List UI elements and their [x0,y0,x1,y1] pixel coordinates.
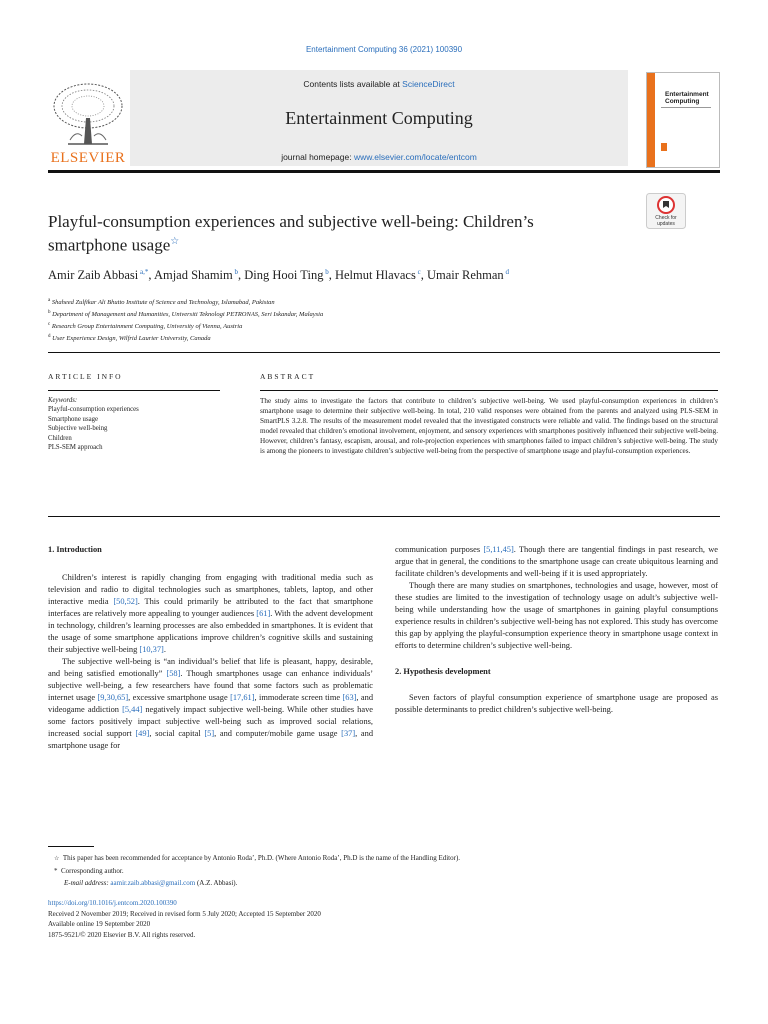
affiliation-rule [48,352,720,353]
homepage-link[interactable]: www.elsevier.com/locate/entcom [353,152,477,162]
affiliation-text: User Experience Design, Wilfrid Laurier University, Canada [50,335,211,343]
body-text: , immoderate screen time [254,693,343,702]
abstract-bottom-rule [48,516,720,517]
title-line1: Playful-consumption experiences and subjective well-being: Children’s [48,212,534,231]
right-paragraph-3: Seven factors of playful consumption experience of smartphone usage are proposed as possible determinants to predict children’s subjective well-being. [395,693,718,714]
received-dates: Received 2 November 2019; Received in revised form 5 July 2020; Accepted 15 September 2020 [48,909,321,918]
intro-paragraph-1 [48,572,373,656]
right-paragraph-1 [395,544,718,580]
author-affiliation-mark[interactable]: a,* [138,268,149,276]
body-text: . [163,645,166,654]
citation-link[interactable]: [49] [135,729,150,738]
affiliation-text: Research Group Entertainment Computing, University of Vienna, Austria [50,323,243,331]
author-name[interactable]: Ding Hooi Ting [244,268,324,283]
footnote-corresponding-text: Corresponding author. [61,867,124,875]
check-updates-label: Check for updates [655,215,677,227]
keywords-list [48,405,223,452]
cover-accent-bar [647,73,655,167]
body-text: communication purposes [395,545,484,554]
affiliation-mark: d [48,334,51,340]
body-text: , and computer/mobile game usage [214,729,342,738]
body-text: . Though smartphones usage can enhance individuals’ subjective well-being, a few researchers have found that some factors such as problematic internet usage [48,669,373,702]
footnote-corresponding [48,865,728,877]
affiliation-text: Shaheed Zulfikar Ali Bhutto Institute of Science and Technology, Islamabad, Pakistan [50,299,275,307]
available-online-date: Available online 19 September 2020 [48,920,151,928]
body-text: . Though there are tangential findings in past research, we argue that in general, the conditions to the smartphone usage can create ubiquitous learning and facilitate children’s developments and well-being if it is used appropriately. [395,545,718,578]
keyword-item: Subjective well-being [48,425,108,433]
header-rule [48,170,720,173]
footnote-acceptance [48,852,728,865]
journal-cover-thumbnail[interactable] [646,72,720,168]
author-affiliation-mark[interactable]: b [232,268,239,276]
journal-reference-link[interactable]: Entertainment Computing 36 (2021) 100390 [305,45,463,54]
article-info-heading: ARTICLE INFO [48,372,123,381]
title-footnote-mark[interactable]: ☆ [170,236,180,247]
cover-divider [661,107,711,108]
affiliation-mark: c [48,322,51,328]
journal-homepage [130,152,628,162]
affiliation-item [48,296,728,308]
author-affiliation-mark[interactable]: b [323,268,329,276]
keyword-item: Smartphone usage [48,415,99,423]
affiliation-item [48,308,728,320]
author-affiliation-mark[interactable]: d [503,268,509,276]
citation-link[interactable]: [5,44] [122,705,143,714]
footnote-rule [48,846,94,847]
citation-link[interactable]: [9,30,65] [97,693,129,702]
email-label: E-mail address: [64,879,111,887]
citation-link[interactable]: [5] [204,729,215,738]
body-text: . With the advent development in technology, children’s learning processes are also embedded in smartphones. It is evident that the usage of some smartphone applications improve children’s cognitive skills and sustaining their subjective well-being [48,609,373,654]
author-list: Amir Zaib Abbasi $^{a,*}$, Amjad Shamim $^b$, Ding Hooi Ting $^b$, Helmut Hlavacs $^c$, Umair Rehman $^d$ [48,268,509,283]
right-column [395,544,718,716]
affiliation-item [48,320,728,332]
footnote-mark-asterisk: * [54,867,58,875]
body-text: , and videogame addiction [48,693,374,714]
citation-link[interactable]: [58] [166,669,181,678]
section-heading-hypothesis: 2. Hypothesis development [395,667,491,676]
footnote-acceptance-text: This paper has been recommended for acceptance by Antonio Roda’, Ph.D. (Where Antonio Roda’, Ph.D is the name of the Handling Editor). [62,854,461,862]
footnotes [48,852,728,889]
author-name[interactable]: Amir Zaib Abbasi [48,268,139,283]
citation-link[interactable]: [5,11,45] [483,545,514,554]
footnote-email [48,877,728,889]
abstract-heading: ABSTRACT [260,372,316,381]
contents-prefix: Contents lists available at [303,79,403,89]
cover-title-line2: Computing [665,98,700,105]
author-name[interactable]: Helmut Hlavacs [334,268,416,283]
section-heading-introduction: 1. Introduction [48,545,102,554]
contents-availability [130,79,628,89]
affiliation-mark: a [48,298,51,303]
body-text: , social capital [149,729,205,738]
homepage-prefix: journal homepage: [281,152,354,162]
author-affiliation-mark[interactable]: c [415,268,421,276]
author-email-link[interactable]: aamir.zaib.abbasi@gmail.com [110,879,196,887]
citation-link[interactable]: [17,61] [230,693,255,702]
cover-title-line1: Entertainment [665,91,709,98]
cover-logo-mark [661,143,667,151]
keyword-item: Children [48,434,72,442]
left-column [48,544,373,752]
article-metadata [48,898,728,940]
keyword-item: PLS-SEM approach [48,444,103,452]
author-name[interactable]: Amjad Shamim [153,268,233,283]
keywords-block [48,396,223,452]
article-info-rule [48,390,220,391]
keywords-label: Keywords: [48,397,78,404]
cover-title [665,91,709,105]
sciencedirect-link[interactable]: ScienceDirect [402,79,455,89]
title-line2: smartphone usage [48,235,171,255]
abstract-text: The study aims to investigate the factors that contribute to children’s subjective well-being. We used playful-consumption experiences in children’s smartphone usage to determine their subjective well-being. In total, 210 valid responses were obtained from the parents and analyzed using PLS-SEM in SmartPLS 3.2.8. The results of the measurement model revealed that the investigated constructs were reliable and valid. The findings based on the structural model revealed that children’s emotional involvement, enjoyment, and sensory experiences with smartphones positively influenced their subjective well-being. However, children’s fantasy, escapism, arousal, and role-projection experiences with smartphones failed to impact children’s subjective well-being. The study is among the pioneers to investigate children’s subjective well-being from the perspective of smartphone usage and playful-consumption experiences. [260,397,718,455]
intro-paragraph-2 [48,656,373,752]
body-text: negatively impact subjective well-being. While other studies have some factors positively impact subjective well-being such as improved social relations, increased social support [48,705,373,738]
citation-link[interactable]: [63] [342,693,357,702]
paper-title [48,212,608,256]
body-text: The subjective well-being is “an individual’s belief that life is pleasant, happy, desirable, and being satisfied emotionally” [48,657,373,678]
right-paragraph-2: Though there are many studies on smartphones, technologies and usage, however, most of these studies are limited to the investigation of technology usage on adult’s subjective well-being while understanding how the usage of smartphones in gaining playful consumptions experience results in children’s subjective well-being has not explored. This study has overcome this gap by applying the playful-consumption experience theory in smartphone usage context in efforts to determine children’s subjective well-being. [395,581,718,650]
affiliation-mark: b [48,310,51,316]
citation-link[interactable]: [61] [256,609,271,618]
journal-title: Entertainment Computing [285,108,473,128]
citation-link[interactable]: [50,52] [113,597,138,606]
affiliation-item [48,332,728,344]
check-for-updates-badge[interactable] [646,193,686,229]
body-text: . This could primarily be attributed to the fact that smartphone interfaces are relatively more appealing to younger audiences [48,597,373,618]
author-name[interactable]: Umair Rehman [426,268,504,283]
affiliation-text: Department of Management and Humanities, Universiti Teknologi PETRONAS, Seri Iskandar, Malaysia [50,311,324,319]
keyword-item: Playful-consumption experiences [48,406,139,414]
email-suffix: (A.Z. Abbasi). [195,879,238,887]
copyright-notice: 1875-9521/© 2020 Elsevier B.V. All rights reserved. [48,930,196,939]
abstract-rule [260,390,718,391]
elsevier-wordmark: ELSEVIER [50,150,126,166]
affiliation-list [48,296,728,345]
body-text: , excessive smartphone usage [128,693,231,702]
journal-header-box [130,70,628,166]
citation-link[interactable]: [37] [341,729,356,738]
citation-link[interactable]: [10,37] [139,645,164,654]
footnote-mark-star: ☆ [54,856,60,862]
body-text: , and smartphone usage for [48,729,374,750]
body-text: Children’s interest is rapidly changing from engaging with traditional media such as television and radio to digital technologies such as smartphones, tablets, laptop, and other interactive media [48,573,373,606]
doi-link[interactable]: https://doi.org/10.1016/j.entcom.2020.100390 [48,899,177,907]
